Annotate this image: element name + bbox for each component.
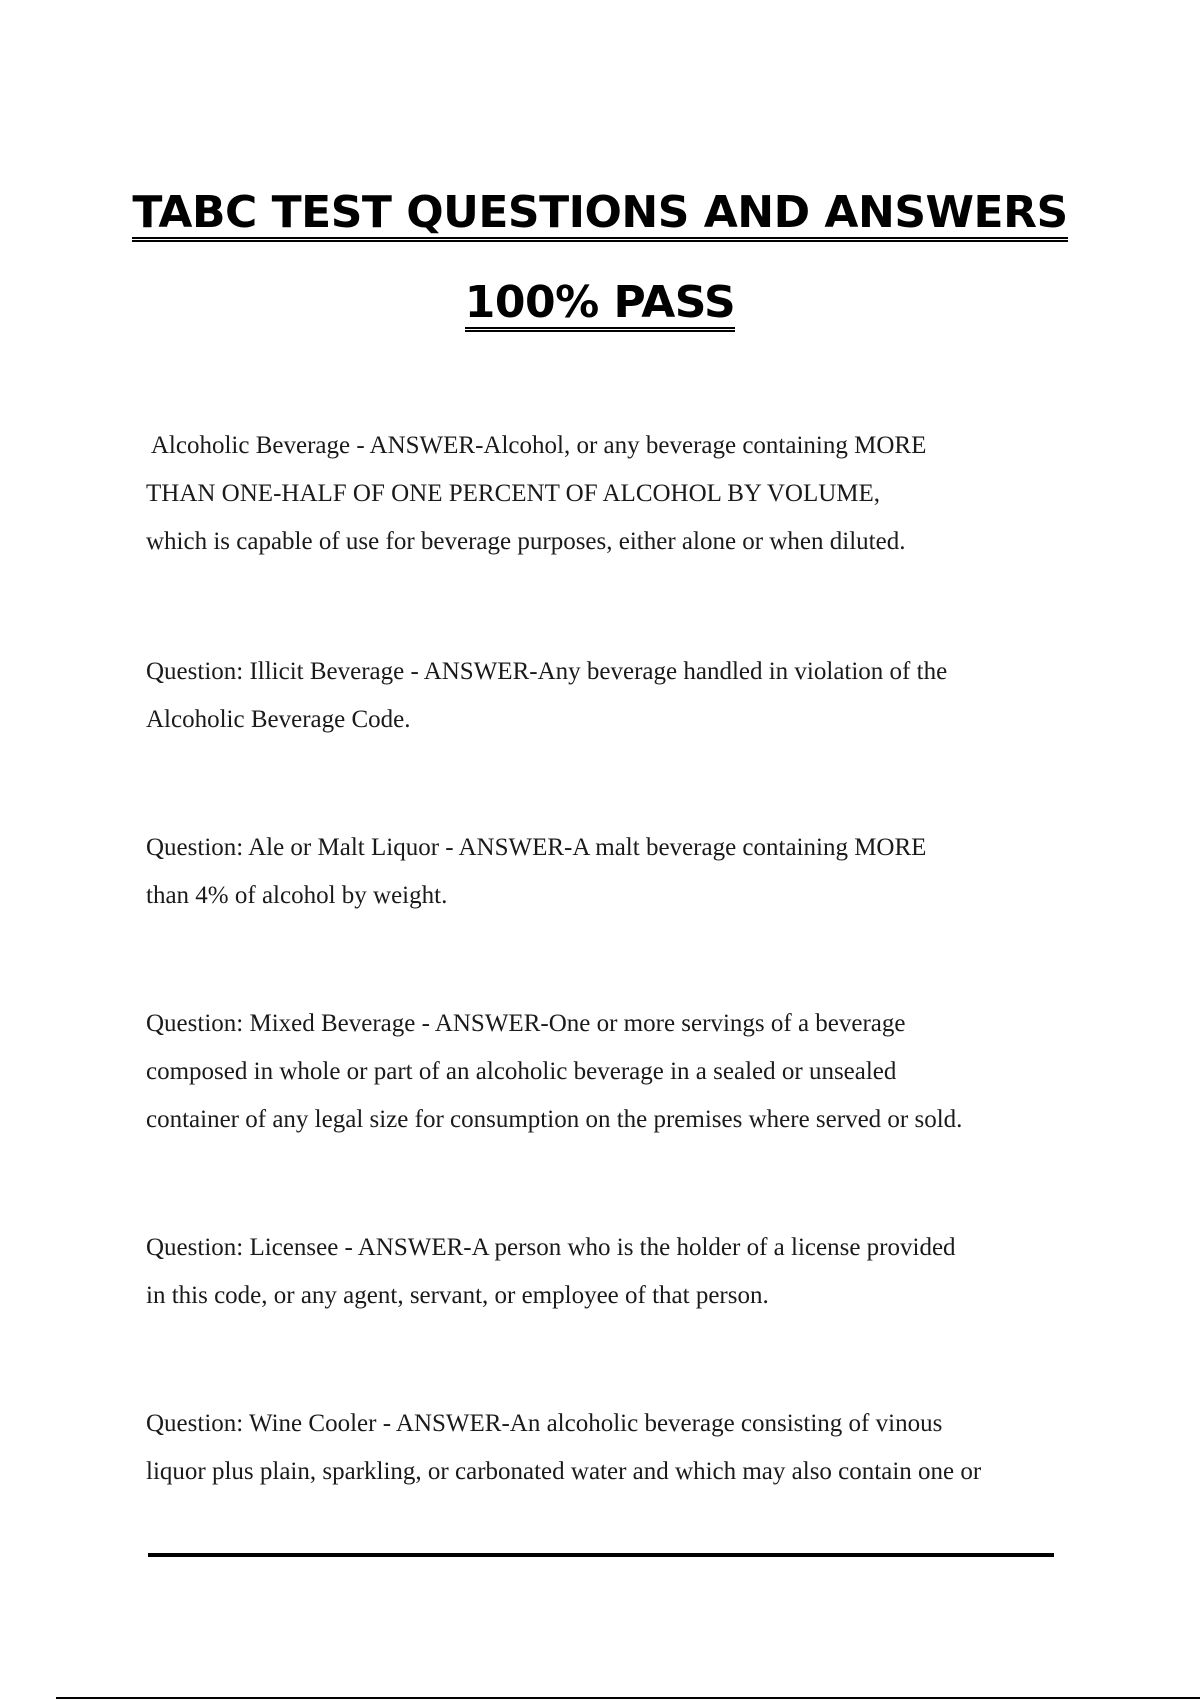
qa-line: container of any legal size for consumption on the premises where served or sold. (146, 1106, 963, 1133)
qa-alcoholic-beverage (146, 422, 1076, 566)
qa-licensee (146, 1224, 1076, 1320)
qa-line: than 4% of alcohol by weight. (146, 882, 448, 909)
qa-line: Alcoholic Beverage - ANSWER-Alcohol, or any beverage containing MORE (146, 432, 927, 459)
qa-line: in this code, or any agent, servant, or employee of that person. (146, 1282, 769, 1309)
document-subtitle (0, 277, 1200, 332)
qa-line: THAN ONE-HALF OF ONE PERCENT OF ALCOHOL BY VOLUME, (146, 480, 881, 507)
title-line-1: TABC TEST QUESTIONS AND ANSWERS (132, 190, 1067, 242)
title-line-2: 100% PASS (465, 280, 735, 332)
qa-line: composed in whole or part of an alcoholic beverage in a sealed or unsealed (146, 1058, 897, 1085)
qa-line: Alcoholic Beverage Code. (146, 706, 411, 733)
document-title (0, 187, 1200, 242)
qa-line: Question: Illicit Beverage - ANSWER-Any beverage handled in violation of the (146, 658, 948, 685)
qa-wine-cooler (146, 1400, 1076, 1496)
qa-line: which is capable of use for beverage purposes, either alone or when diluted. (146, 528, 906, 555)
qa-line: liquor plus plain, sparkling, or carbonated water and which may also contain one or (146, 1458, 982, 1485)
qa-line: Question: Wine Cooler - ANSWER-An alcoholic beverage consisting of vinous (146, 1410, 943, 1437)
qa-mixed-beverage (146, 1000, 1076, 1144)
qa-line: Question: Mixed Beverage - ANSWER-One or more servings of a beverage (146, 1010, 906, 1037)
qa-line: Question: Ale or Malt Liquor - ANSWER-A malt beverage containing MORE (146, 834, 927, 861)
qa-ale-or-malt-liquor (146, 824, 1076, 920)
qa-line: Question: Licensee - ANSWER-A person who is the holder of a license provided (146, 1234, 956, 1261)
qa-illicit-beverage (146, 648, 1076, 744)
page-bottom-edge (56, 1697, 1200, 1699)
footer-divider (148, 1553, 1054, 1557)
